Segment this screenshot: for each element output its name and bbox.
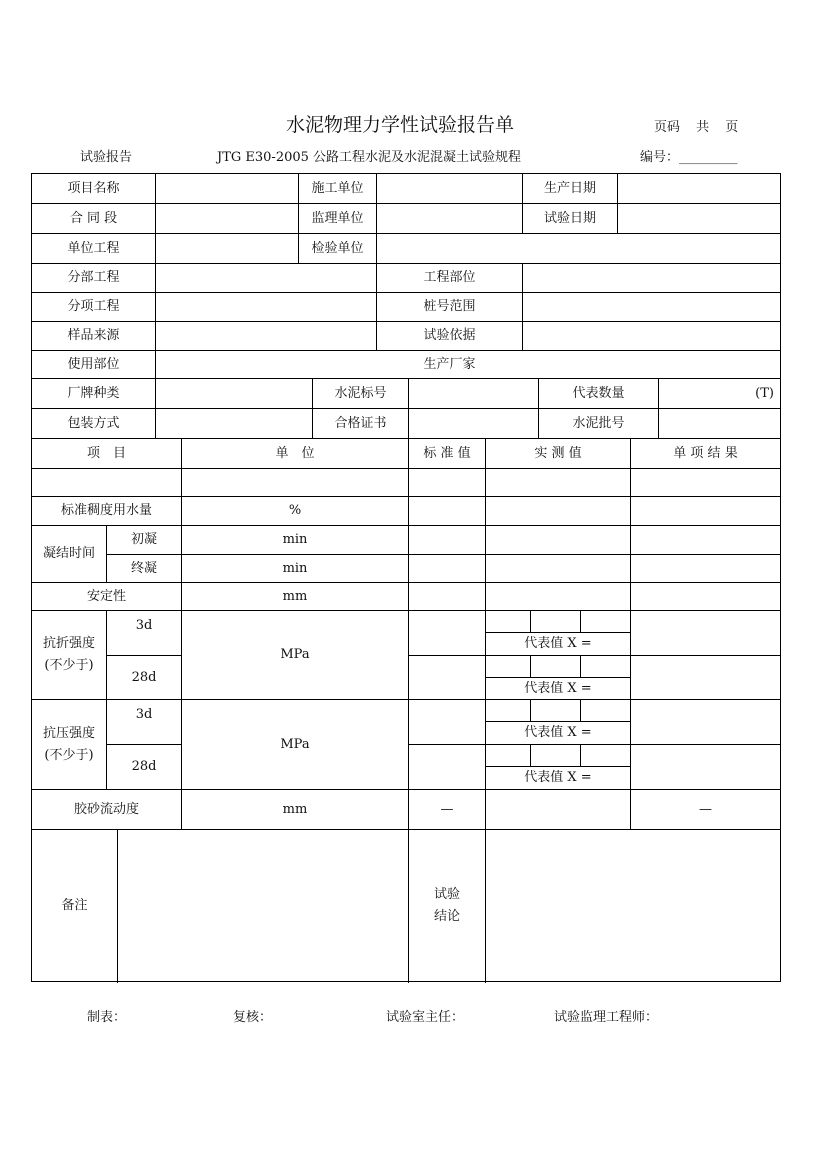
label-supervision-unit: 监理单位	[311, 210, 364, 226]
label-cement-grade: 水泥标号	[334, 385, 387, 401]
row-compressive-unit: MPa	[280, 736, 310, 752]
row-soundness-label: 安定性	[86, 588, 126, 604]
row-compressive-label	[32, 700, 106, 789]
col-result: 单 项 结 果	[673, 445, 738, 461]
conclusion-label-line1: 试验	[433, 886, 460, 902]
row-flexural-unit: MPa	[280, 647, 310, 662]
row-compressive-3d: 3d	[135, 707, 153, 722]
row-flexural-label	[32, 611, 106, 699]
page-title: 水泥物理力学性试验报告单	[285, 114, 514, 136]
footer-supervisor: 试验监理工程师：	[554, 1010, 659, 1025]
footer-made-by: 制表：	[87, 1010, 127, 1025]
row-initial-set-label: 初凝	[130, 532, 157, 547]
conclusion-label-line2: 结论	[433, 908, 460, 924]
field-use-location[interactable]	[156, 351, 376, 378]
row-consistency-unit: %	[288, 503, 302, 518]
row-consistency-label: 标准稠度用水量	[60, 503, 152, 518]
row-fluidity-label: 胶砂流动度	[73, 801, 139, 817]
field-cement-grade[interactable]	[409, 379, 538, 408]
field-division-project[interactable]	[156, 264, 376, 292]
col-measured: 实 测 值	[534, 445, 582, 461]
field-contract-section[interactable]	[156, 204, 298, 233]
compressive-28d-rep-value: 代表值 X =	[524, 770, 592, 785]
field-inspection-unit[interactable]	[377, 234, 780, 263]
field-packaging[interactable]	[156, 409, 312, 438]
standard-reference: JTG E30-2005 公路工程水泥及水泥混凝土试验规程	[217, 150, 522, 165]
flexural-3d-rep-value: 代表值 X =	[524, 636, 592, 651]
row-final-set-label: 终凝	[130, 560, 157, 576]
field-station-range[interactable]	[523, 293, 780, 321]
field-test-basis[interactable]	[523, 322, 780, 350]
label-contract-section: 合 同 段	[69, 210, 118, 226]
label-station-range: 桩号范围	[423, 299, 476, 314]
flexural-label-line2: (不少于)	[44, 658, 94, 673]
field-project-location[interactable]	[523, 264, 780, 292]
label-subitem-project: 分项工程	[67, 299, 120, 314]
compressive-label-line1: 抗压强度	[42, 725, 95, 741]
label-manufacturer: 生产厂家	[423, 356, 476, 372]
field-subitem-project[interactable]	[156, 293, 376, 321]
label-brand-type: 厂牌种类	[67, 385, 120, 401]
row-initial-set-unit: min	[282, 532, 308, 547]
report-number: 编号：_________	[640, 150, 738, 165]
field-rep-quantity-unit[interactable]: (T)	[755, 385, 774, 401]
label-construction-unit: 施工单位	[311, 180, 364, 196]
label-production-date: 生产日期	[543, 180, 596, 196]
compressive-3d-rep-value: 代表值 X =	[524, 725, 592, 740]
label-division-project: 分部工程	[67, 270, 120, 285]
col-unit: 单 位	[275, 445, 315, 461]
col-item: 项 目	[86, 445, 126, 461]
compressive-label-line2: (不少于)	[44, 747, 94, 763]
row-fluidity-unit: mm	[282, 801, 308, 817]
label-project-location: 工程部位	[423, 270, 476, 285]
col-standard: 标 准 值	[423, 445, 471, 461]
field-brand-type[interactable]	[156, 379, 312, 408]
field-batch-no[interactable]	[659, 409, 780, 438]
field-project-name[interactable]	[156, 174, 298, 203]
label-unit-project: 单位工程	[67, 240, 120, 256]
row-fluidity-result: —	[699, 801, 712, 817]
field-construction-unit[interactable]	[377, 174, 522, 203]
field-certificate[interactable]	[409, 409, 538, 438]
field-manufacturer[interactable]	[523, 351, 780, 378]
conclusion-field[interactable]	[486, 830, 780, 981]
flexural-28d-rep-value: 代表值 X =	[524, 680, 592, 696]
label-test-basis: 试验依据	[423, 328, 476, 343]
report-table	[31, 173, 781, 982]
label-inspection-unit: 检验单位	[311, 240, 364, 256]
remarks-label: 备注	[61, 897, 88, 913]
label-project-name: 项目名称	[67, 180, 120, 196]
label-sample-source: 样品来源	[67, 328, 120, 343]
field-unit-project[interactable]	[156, 234, 298, 263]
field-test-date[interactable]	[618, 204, 780, 233]
row-setting-time-label: 凝结时间	[42, 546, 95, 561]
row-flexural-28d: 28d	[131, 669, 157, 685]
label-rep-quantity: 代表数量	[572, 385, 625, 401]
flexural-label-line1: 抗折强度	[42, 636, 95, 651]
footer-lab-director: 试验室主任：	[386, 1010, 465, 1025]
row-compressive-28d: 28d	[131, 759, 157, 774]
field-production-date[interactable]	[618, 174, 780, 203]
remarks-field[interactable]	[118, 830, 408, 981]
label-test-date: 试验日期	[543, 210, 596, 226]
conclusion-label	[409, 830, 485, 981]
row-flexural-3d: 3d	[135, 618, 153, 633]
footer-reviewed-by: 复核：	[233, 1010, 273, 1025]
page-number-info: 页码 共 页	[654, 120, 739, 135]
label-batch-no: 水泥批号	[572, 415, 625, 431]
row-soundness-unit: mm	[282, 588, 308, 604]
label-certificate: 合格证书	[334, 415, 387, 431]
row-fluidity-standard: —	[440, 801, 454, 817]
report-label: 试验报告	[80, 150, 133, 165]
label-packaging: 包装方式	[67, 415, 120, 431]
field-supervision-unit[interactable]	[377, 204, 522, 233]
row-final-set-unit: min	[282, 560, 308, 576]
field-sample-source[interactable]	[156, 322, 376, 350]
label-use-location: 使用部位	[67, 356, 120, 372]
